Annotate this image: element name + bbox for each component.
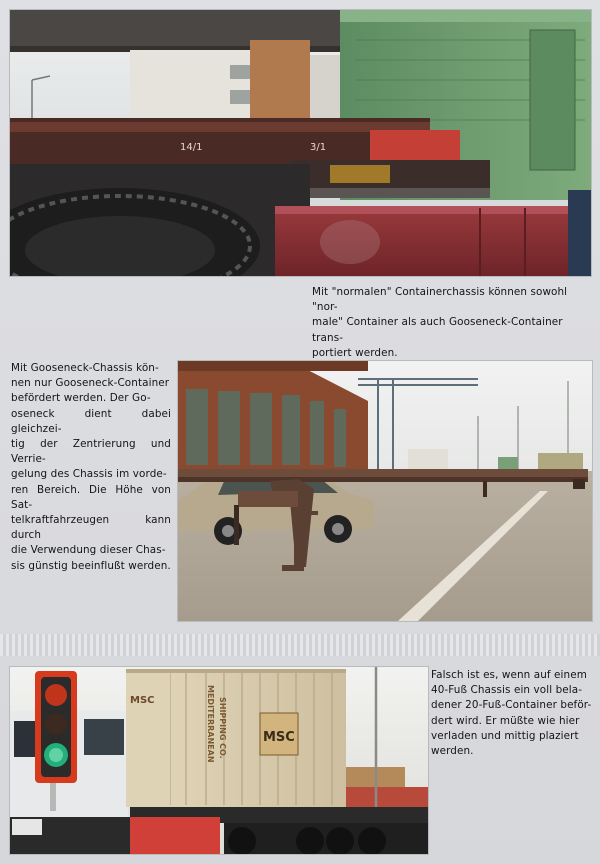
caption-wrong-loading: Falsch ist es, wenn auf einem 40-Fuß Chassis ein voll bela- dener 20-Fuß-Container beför- dert wird. Er müßte wie hier verladen und mittig plaziert werden. <box>431 669 592 758</box>
container-brand-side: MSC <box>130 695 155 706</box>
caption-normal-chassis: Mit "normalen" Containerchassis können sowohl "nor- male" Container als auch Gooseneck-Container trans- portiert werden. <box>312 286 568 359</box>
photo-container-on-chassis-image <box>10 667 428 854</box>
photo-gooseneck-chassis <box>178 361 592 621</box>
photo-gooseneck-chassis-image <box>178 361 592 621</box>
caption-gooseneck-chassis: Mit Gooseneck-Chassis kön- nen nur Gooseneck-Container befördert werden. Der Go- oseneck dient dabei gleichzei- tig der Zentrierung und Verrie- gelung des Chassis im vorde- ren Bereich. Die Höhe von Sat- telkraftfahrzeugen kann durch die Verwendung dieser Chas- sis günstig beeinflußt werden. <box>11 362 171 572</box>
container-brand-logo: MSC <box>263 730 295 745</box>
section-divider <box>0 634 600 656</box>
photo-normal-chassis-image <box>10 10 591 276</box>
photo-container-on-chassis <box>10 667 428 854</box>
chassis-mark-right: 3/1 <box>310 142 327 153</box>
chassis-mark-left: 14/1 <box>180 142 203 153</box>
photo-normal-chassis <box>10 10 591 276</box>
container-line-2: SHIPPING CO. <box>218 697 227 759</box>
container-line-1: MEDITERRANEAN <box>206 685 215 763</box>
